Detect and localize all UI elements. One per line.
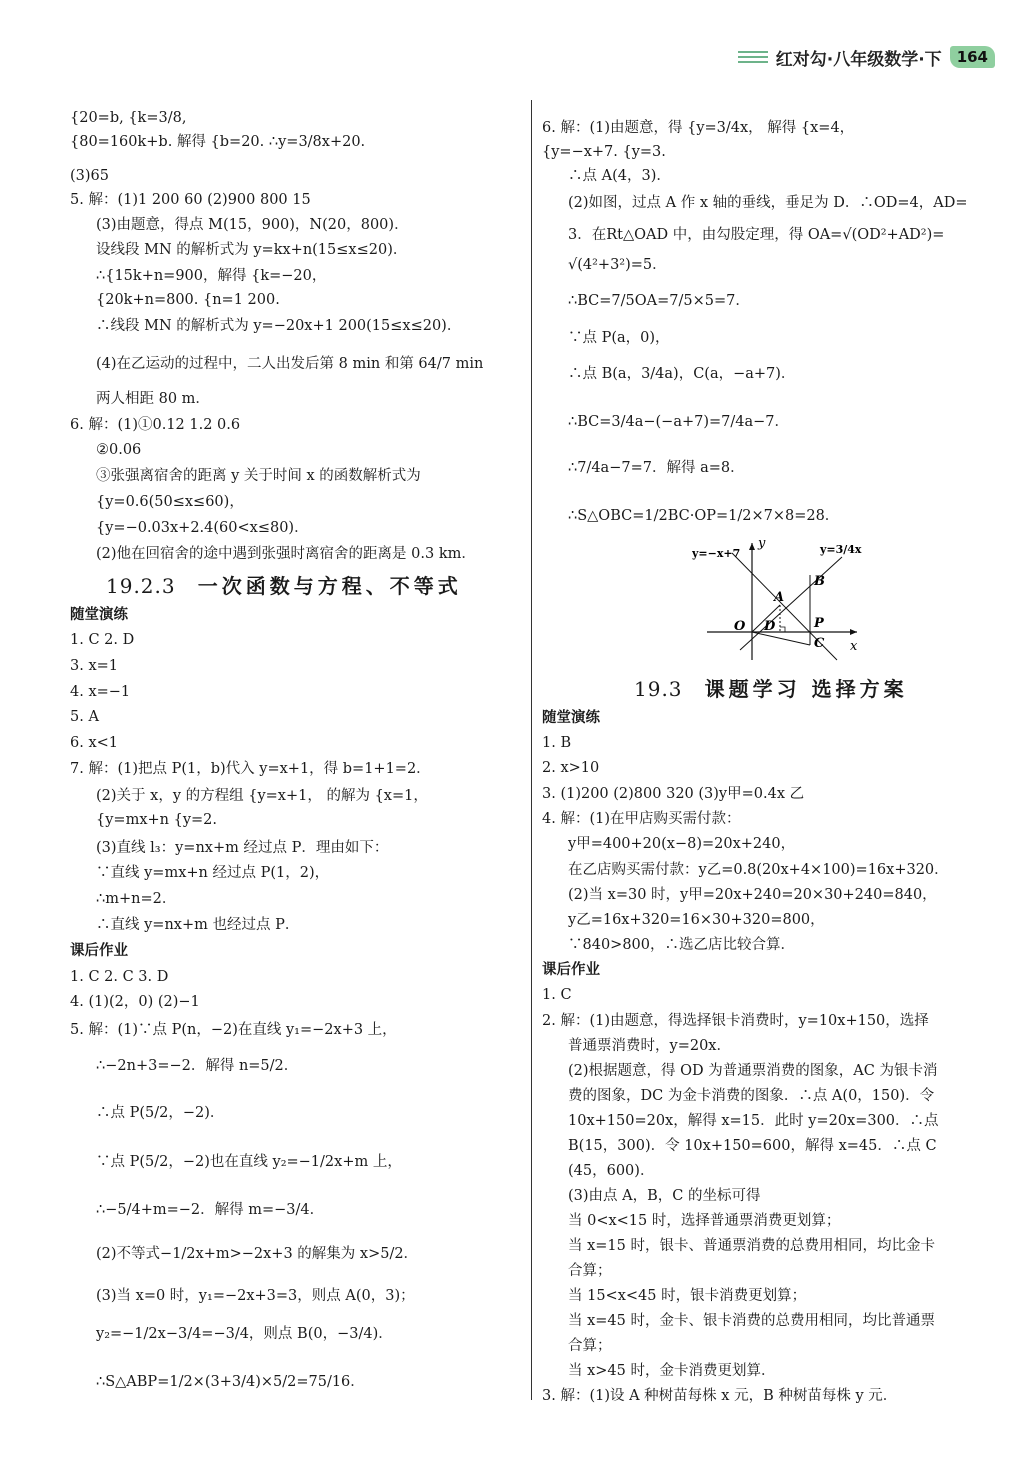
text-line: (2)如图，过点 A 作 x 轴的垂线，垂足为 D．∴OD=4，AD= (568, 195, 968, 211)
section-title (106, 574, 462, 598)
text-line: y乙=16x+320=16×30+320=800， (568, 912, 825, 928)
graph-axis-x-label: x (850, 639, 858, 654)
text-line: 当 x=15 时，银卡、普通票消费的总费用相同，均比金卡 (568, 1238, 935, 1254)
text-line: 3. x=1 (70, 658, 118, 674)
segment-oc (752, 632, 810, 645)
text-line: 5. 解：(1)∵点 P(n，−2)在直线 y₁=−2x+3 上， (70, 1022, 397, 1038)
text-line: 6. x<1 (70, 735, 118, 751)
text-line: {y=−0.03x+2.4(60<x≤80)． (96, 520, 309, 536)
text-line: (2)不等式−1/2x+m>−2x+3 的解集为 x>5/2． (96, 1246, 419, 1262)
subsection-heading: 课后作业 (542, 962, 600, 978)
text-line: {y=0.6(50≤x≤60)， (96, 494, 244, 510)
text-line: (2)当 x=30 时，y甲=20x+240=20×30+240=840， (568, 887, 937, 903)
text-line: 费的图象，DC 为金卡消费的图象．∴点 A(0，150)．令 (568, 1088, 935, 1104)
text-line: (2)关于 x，y 的方程组 {y=x+1， 的解为 {x=1， (96, 788, 428, 804)
text-line: (2)他在回宿舍的途中遇到张强时离宿舍的距离是 0.3 km． (96, 546, 476, 562)
text-line: (3)65 (70, 168, 109, 184)
text-line: √(4²+3²)=5． (568, 257, 667, 273)
subsection-heading: 随堂演练 (542, 710, 600, 726)
header-stripes-icon (738, 51, 768, 63)
subsection-heading: 课后作业 (70, 943, 128, 959)
graph-point-o: O (734, 619, 746, 634)
text-line: {80=160k+b. 解得 {b=20. ∴y=3/8x+20. (70, 134, 366, 150)
section-number: 19.2.3 (106, 574, 176, 598)
text-line: ∴−5/4+m=−2．解得 m=−3/4． (96, 1202, 325, 1218)
x-axis-arrow-icon (850, 629, 857, 635)
text-line: 合算； (568, 1263, 612, 1279)
graph-point-b: B (814, 574, 825, 589)
graph-point-a: A (774, 590, 785, 605)
graph-point-p: P (814, 616, 824, 631)
text-line: ∵840>800，∴选乙店比较合算． (568, 937, 796, 953)
text-line: ∴−2n+3=−2．解得 n=5/2． (96, 1058, 299, 1074)
text-line: ∴点 P(5/2，−2)． (96, 1105, 225, 1121)
text-line: {20k+n=800. {n=1 200. (96, 292, 280, 308)
text-line: 3．在Rt△OAD 中，由勾股定理，得 OA=√(OD²+AD²)= (568, 227, 945, 243)
text-line: 设线段 MN 的解析式为 y=kx+n(15≤x≤20)． (96, 242, 408, 258)
text-line: (4)在乙运动的过程中，二人出发后第 8 min 和第 64/7 min (96, 356, 484, 372)
text-line: 5. A (70, 709, 99, 725)
text-line: B(15，300)．令 10x+150=600，解得 x=45．∴点 C (568, 1138, 937, 1154)
text-line: 两人相距 80 m． (96, 391, 210, 407)
text-line: 当 15<x<45 时，银卡消费更划算； (568, 1288, 807, 1304)
text-line: 普通票消费时，y=20x． (568, 1038, 731, 1054)
text-line: ∴线段 MN 的解析式为 y=−20x+1 200(15≤x≤20)． (96, 318, 462, 334)
right-angle-mark (780, 627, 785, 632)
text-line: ∵直线 y=mx+n 经过点 P(1，2)， (96, 865, 330, 881)
text-line: {y=−x+7. {y=3. (542, 144, 666, 160)
text-line: 4. (1)(2，0) (2)−1 (70, 994, 200, 1010)
text-line: ③张强离宿舍的距离 y 关于时间 x 的函数解析式为 (96, 468, 421, 484)
text-line: 5. 解：(1)1 200 60 (2)900 800 15 (70, 192, 311, 208)
section-title (634, 677, 908, 701)
text-line: 当 0<x<15 时，选择普通票消费更划算； (568, 1213, 841, 1229)
text-line: ∴{15k+n=900，解得 {k=−20， (96, 268, 327, 284)
text-line: 6. 解：(1)由题意，得 {y=3/4x， 解得 {x=4， (542, 120, 855, 136)
text-line: y₂=−1/2x−3/4=−3/4，则点 B(0，−3/4)． (96, 1326, 393, 1342)
text-line: (3)当 x=0 时，y₁=−2x+3=3，则点 A(0，3)； (96, 1288, 415, 1304)
text-line: 合算； (568, 1338, 612, 1354)
text-line: (3)由点 A，B，C 的坐标可得 (568, 1188, 761, 1204)
text-line: {20=b, {k=3/8, (70, 110, 187, 126)
text-line: ∴BC=3/4a−(−a+7)=7/4a−7． (568, 414, 790, 430)
text-line: 1. C 2. D (70, 632, 135, 648)
text-line: ∴直线 y=nx+m 也经过点 P． (96, 917, 300, 933)
text-line: 当 x>45 时，金卡消费更划算． (568, 1363, 776, 1379)
text-line: 7. 解：(1)把点 P(1，b)代入 y=x+1，得 b=1+1=2． (70, 761, 431, 777)
text-line: 6. 解：(1)①0.12 1.2 0.6 (70, 417, 241, 433)
text-line: 1. C (542, 987, 572, 1003)
text-line: 1. B (542, 735, 572, 751)
text-line: (3)直线 l₃：y=nx+m 经过点 P．理由如下： (96, 840, 389, 856)
text-line: 3. 解：(1)设 A 种树苗每株 x 元，B 种树苗每株 y 元． (542, 1388, 898, 1404)
section-name: 课题学习 选择方案 (704, 677, 908, 701)
text-line: ∴m+n=2． (96, 891, 177, 907)
page-number: 164 (950, 46, 995, 68)
header-title: 红对勾·八年级数学·下 (775, 49, 942, 70)
text-line: 1. C 2. C 3. D (70, 969, 169, 985)
text-line: ∴点 A(4，3)． (568, 168, 671, 184)
text-line: ∴S△OBC=1/2BC·OP=1/2×7×8=28． (568, 508, 840, 524)
text-line: ∵点 P(a，0)， (568, 330, 670, 346)
text-line: {y=mx+n {y=2. (96, 812, 217, 828)
subsection-heading: 随堂演练 (70, 607, 128, 623)
page-header (738, 44, 995, 70)
text-line: (3)由题意，得点 M(15，900)，N(20，800)． (96, 217, 409, 233)
graph-axis-y-label: y (758, 536, 766, 551)
text-line: 2. 解：(1)由题意，得选择银卡消费时，y=10x+150，选择 (542, 1013, 929, 1029)
text-line: 4. x=−1 (70, 684, 131, 700)
text-line: (2)根据题意，得 OD 为普通票消费的图象，AC 为银卡消 (568, 1063, 938, 1079)
graph-label-line2: y=3/4x (820, 543, 862, 556)
text-line: 10x+150=20x，解得 x=15．此时 y=20x=300．∴点 (568, 1113, 939, 1129)
text-line: 3. (1)200 (2)800 320 (3)y甲=0.4x 乙 (542, 786, 805, 802)
text-line: ∴BC=7/5OA=7/5×5=7． (568, 293, 750, 309)
text-line: y甲=400+20(x−8)=20x+240， (568, 836, 796, 852)
graph-point-d: D (764, 619, 776, 634)
text-line: ∴7/4a−7=7．解得 a=8． (568, 460, 745, 476)
section-name: 一次函数与方程、不等式 (197, 574, 462, 598)
text-line: 当 x=45 时，金卡、银卡消费的总费用相同，均比普通票 (568, 1313, 935, 1329)
text-line: ②0.06 (96, 442, 142, 458)
line-y-three-quarter-x (740, 557, 842, 650)
graph-point-c: C (814, 636, 825, 651)
text-line: 4. 解：(1)在甲店购买需付款： (542, 811, 741, 827)
text-line: 2. x>10 (542, 760, 600, 776)
column-divider (531, 100, 532, 1400)
coordinate-graph (692, 535, 872, 665)
text-line: ∴点 B(a，3/4a)，C(a，−a+7)． (568, 366, 796, 382)
section-number: 19.3 (634, 677, 683, 701)
graph-label-line1: y=−x+7 (692, 547, 741, 560)
text-line: 在乙店购买需付款：y乙=0.8(20x+4×100)=16x+320． (568, 862, 949, 878)
text-line: (45，600)． (568, 1163, 655, 1179)
text-line: ∵点 P(5/2，−2)也在直线 y₂=−1/2x+m 上， (96, 1154, 402, 1170)
y-axis-arrow-icon (749, 543, 755, 550)
text-line: ∴S△ABP=1/2×(3+3/4)×5/2=75/16． (96, 1374, 365, 1390)
